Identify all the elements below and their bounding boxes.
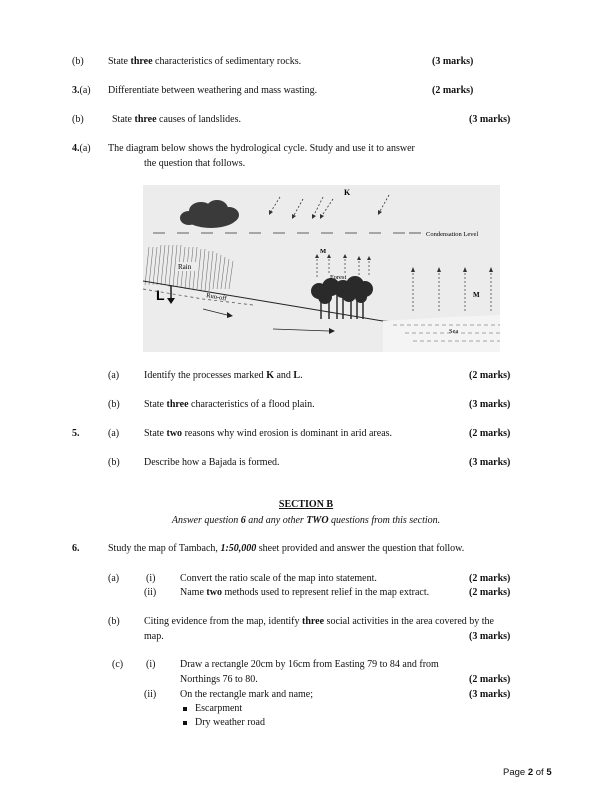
label-m-forest: M [320, 248, 327, 255]
q3b-number: (b) [72, 114, 84, 125]
arrowheads-k [269, 210, 382, 219]
label-k: K [344, 188, 351, 197]
runoff-arrowhead-1 [227, 312, 233, 318]
q4-sub-b-number: (b) [108, 399, 120, 410]
label-condensation-level: Condensation Level [426, 231, 479, 238]
bullet-item: Dry weather road [183, 717, 265, 728]
q4-sub-b-text: State three characteristics of a flood plain. [144, 399, 315, 410]
cloud-icon [180, 200, 239, 228]
runoff-arrows [203, 309, 329, 331]
label-forest: Forest [330, 274, 347, 281]
q6b-marks: (3 marks) [469, 631, 511, 642]
infiltration-arrowhead [167, 298, 175, 304]
q2b-text: State three characteristics of sedimentary rocks. [108, 56, 302, 67]
q4-sub-b-marks: (3 marks) [469, 399, 511, 410]
q2b-number: (b) [72, 56, 84, 67]
q6c-ii-text: On the rectangle mark and name; [180, 689, 313, 700]
q4a-line1: The diagram below shows the hydrological cycle. Study and use it to answer [108, 143, 415, 154]
label-l: L [156, 287, 165, 303]
sea-body [383, 315, 500, 352]
square-bullet-icon [183, 721, 187, 725]
q6c-i-marks: (2 marks) [469, 674, 511, 685]
q3a-marks: (2 marks) [432, 85, 474, 96]
q5b-marks: (3 marks) [469, 457, 511, 468]
square-bullet-icon [183, 707, 187, 711]
hydrological-cycle-diagram [143, 185, 500, 352]
label-runoff: Run-off [205, 292, 228, 303]
q3a-number: 3.(a) [72, 85, 91, 96]
q4-sub-a-text: Identify the processes marked K and L. [144, 370, 303, 381]
q6b-text: Citing evidence from the map, identify three social activities in the area covered by the [144, 616, 494, 627]
section-b-title: SECTION B [278, 499, 334, 510]
q6a-ii-marks: (2 marks) [469, 587, 511, 598]
q6a-i-marks: (2 marks) [469, 573, 511, 584]
evaporation-arrowheads [411, 267, 493, 272]
q3b-text: State three causes of landslides. [112, 114, 241, 125]
q5a-sub: (a) [108, 428, 120, 439]
q6c-number: (c) [112, 659, 124, 670]
q4-sub-a-marks: (2 marks) [469, 370, 511, 381]
q6c-i-number: (i) [146, 659, 156, 670]
q6a-ii-number: (ii) [144, 587, 157, 598]
q5a-marks: (2 marks) [469, 428, 511, 439]
q6a-ii-text: Name two methods used to represent relief in the map extract. [180, 587, 430, 598]
q5a-text: State two reasons why wind erosion is dominant in arid areas. [144, 428, 393, 439]
q4-sub-a-number: (a) [108, 370, 120, 381]
q6c-ii-number: (ii) [144, 689, 157, 700]
label-sea: Sea [449, 328, 459, 335]
q6a-i-number: (i) [146, 573, 156, 584]
condensation-arrows [270, 195, 389, 217]
q6-number: 6. [72, 543, 80, 554]
q5b-text: Describe how a Bajada is formed. [144, 457, 280, 468]
q5b-number: (b) [108, 457, 120, 468]
q6-text: Study the map of Tambach, 1:50,000 sheet provided and answer the question that follow. [108, 543, 465, 554]
q6b-line2: map. [144, 631, 164, 642]
q5-number: 5. [72, 428, 80, 439]
q2b-marks: (3 marks) [432, 56, 474, 67]
q3a-text: Differentiate between weathering and mass wasting. [108, 85, 318, 96]
q6a-i-text: Convert the ratio scale of the map into statement. [180, 573, 377, 584]
q6c-i-line1: Draw a rectangle 20cm by 16cm from Easting 79 to 84 and from [180, 659, 439, 670]
label-rain: Rain [178, 263, 192, 271]
q4a-number: 4.(a) [72, 143, 91, 154]
label-m-sea: M [473, 291, 480, 299]
q6c-ii-marks: (3 marks) [469, 689, 511, 700]
q4a-line2: the question that follows. [144, 158, 246, 169]
section-b-instructions: Answer question 6 and any other TWO questions from this section. [171, 515, 441, 526]
q6c-i-line2: Northings 76 to 80. [180, 674, 258, 685]
q3b-marks: (3 marks) [469, 114, 511, 125]
q6b-number: (b) [108, 616, 120, 627]
runoff-arrowhead-2 [329, 328, 335, 334]
bullet-item: Escarpment [183, 703, 242, 714]
q6a-number: (a) [108, 573, 120, 584]
page-footer: Page 2 of 5 [503, 767, 552, 778]
hydrological-cycle-svg [143, 185, 500, 352]
